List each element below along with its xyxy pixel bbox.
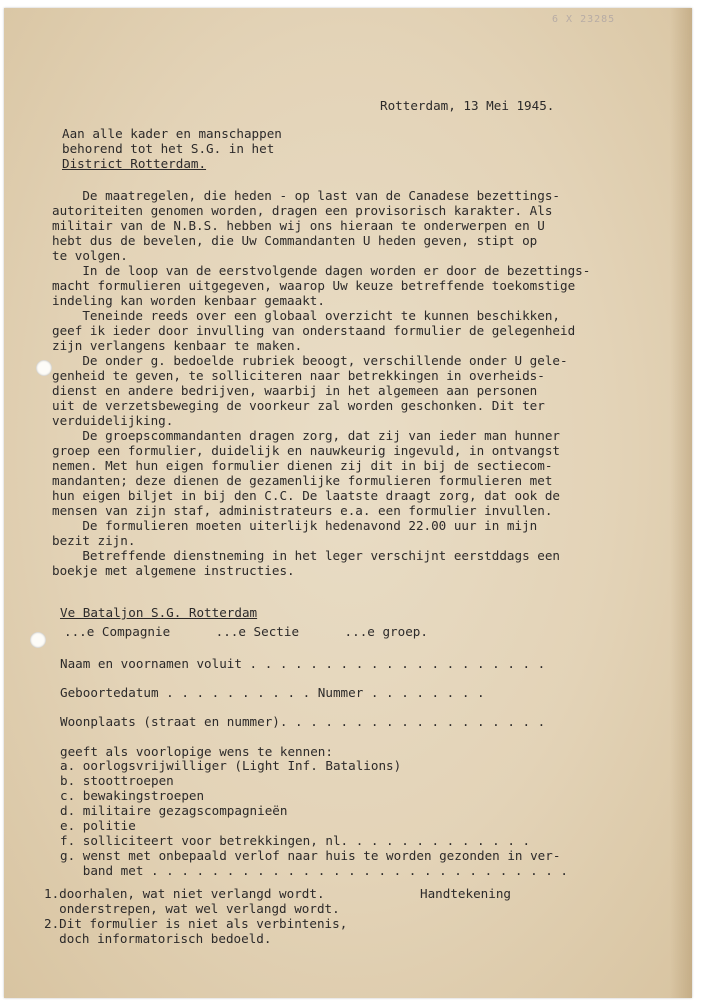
body-line: Betreffende dienstneming in het leger verschijnt eerstddags een	[52, 548, 560, 563]
body-line: dienst en andere bedrijven, waarbij in het algemeen aan personen	[52, 383, 538, 398]
option-item: g. wenst met onbepaald verlof naar huis te worden gezonden in ver-	[60, 848, 561, 863]
body-line: genheid te geven, te solliciteren naar betrekkingen in overheids-	[52, 368, 545, 383]
archive-number: 6 X 23285	[552, 14, 616, 25]
paper-edge-shadow	[670, 8, 692, 998]
footnote-line: 1.doorhalen, wat niet verlangd wordt.	[44, 886, 325, 901]
body-line: In de loop van de eerstvolgende dagen worden er door de bezettings-	[52, 263, 591, 278]
body-line: hun eigen biljet in bij den C.C. De laatste draagt zorg, dat ook de	[52, 488, 560, 503]
body-line: bezit zijn.	[52, 533, 136, 548]
option-item: b. stoottroepen	[60, 773, 174, 788]
body-line: verduidelijking.	[52, 413, 174, 428]
body-line: zijn verlangens kenbaar te maken.	[52, 338, 303, 353]
body-line: nemen. Met hun eigen formulier dienen zij dit in bij de sectiecom-	[52, 458, 553, 473]
name-field: Naam en voornamen voluit . . . . . . . . . . . . . . . . . . . .	[60, 656, 546, 671]
body-line: mensen van zijn staf, administrateurs e.a. een formulier invullen.	[52, 503, 553, 518]
body-line: macht formulieren uitgegeven, waarop Uw keuze betreffende toekomstige	[52, 278, 576, 293]
body-line: De formulieren moeten uiterlijk hedenavond 22.00 uur in mijn	[52, 518, 538, 533]
wish-intro: geeft als voorlopige wens te kennen:	[60, 744, 333, 759]
option-item: f. solliciteert voor betrekkingen, nl. . . . . . . . . . . . .	[60, 833, 531, 848]
body-line: De maatregelen, die heden - op last van de Canadese bezettings-	[52, 188, 560, 203]
battalion-heading: Ve Bataljon S.G. Rotterdam	[60, 605, 258, 620]
birthdate-field: Geboortedatum . . . . . . . . . . Nummer . . . . . . . .	[60, 685, 485, 700]
body-line: autoriteiten genomen worden, dragen een provisorisch karakter. Als	[52, 203, 553, 218]
option-item: c. bewakingstroepen	[60, 788, 205, 803]
body-line: te volgen.	[52, 248, 128, 263]
place-date: Rotterdam, 13 Mei 1945.	[380, 98, 555, 113]
body-line: geef ik ieder door invulling van onderstaand formulier de gelegenheid	[52, 323, 576, 338]
body-line: hebt dus de bevelen, die Uw Commandanten U heden geven, stipt op	[52, 233, 538, 248]
punch-hole	[30, 632, 46, 648]
option-item: band met . . . . . . . . . . . . . . . . . . . . . . . . . . . .	[60, 863, 568, 878]
document-page	[4, 8, 692, 998]
address-line: Aan alle kader en manschappen	[62, 126, 282, 141]
body-line: De onder g. bedoelde rubriek beoogt, verschillende onder U gele-	[52, 353, 568, 368]
address-line: District Rotterdam.	[62, 156, 207, 171]
body-line: indeling kan worden kenbaar gemaakt.	[52, 293, 325, 308]
body-line: boekje met algemene instructies.	[52, 563, 295, 578]
address-line: behorend tot het S.G. in het	[62, 141, 275, 156]
footnote-line: 2.Dit formulier is niet als verbintenis,	[44, 916, 348, 931]
residence-field: Woonplaats (straat en nummer). . . . . . . . . . . . . . . . . .	[60, 714, 546, 729]
option-item: a. oorlogsvrijwilliger (Light Inf. Batalions)	[60, 758, 402, 773]
body-line: groep een formulier, duidelijk en nauwkeurig ingevuld, in ontvangst	[52, 443, 560, 458]
footnote-line: onderstrepen, wat wel verlangd wordt.	[44, 901, 340, 916]
footnote-line: doch informatorisch bedoeld.	[44, 931, 272, 946]
body-line: Teneinde reeds over een globaal overzicht te kunnen beschikken,	[52, 308, 560, 323]
body-line: uit de verzetsbeweging de voorkeur zal worden geschonken. Dit ter	[52, 398, 545, 413]
body-line: mandanten; deze dienen de gezamenlijke formulieren formulieren met	[52, 473, 553, 488]
unit-line: ...e Compagnie ...e Sectie ...e groep.	[64, 624, 428, 639]
option-item: e. politie	[60, 818, 136, 833]
body-line: De groepscommandanten dragen zorg, dat zij van ieder man hunner	[52, 428, 560, 443]
signature-label: Handtekening	[420, 886, 511, 901]
body-line: militair van de N.B.S. hebben wij ons hieraan te onderwerpen en U	[52, 218, 545, 233]
punch-hole	[36, 360, 52, 376]
option-item: d. militaire gezagscompagnieën	[60, 803, 288, 818]
